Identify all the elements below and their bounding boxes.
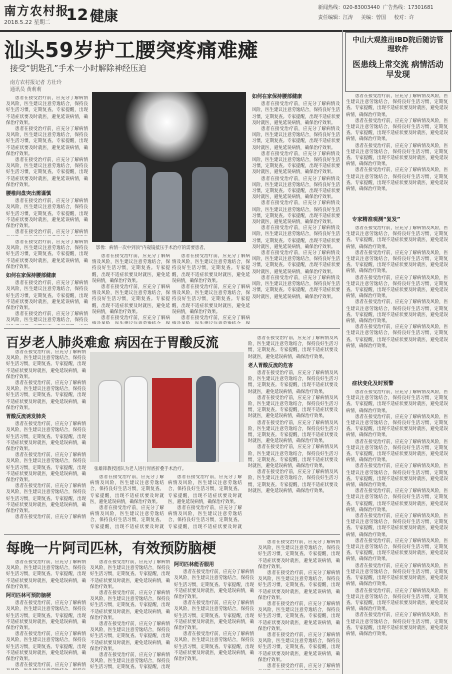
story2-subhead-2: 老人胃酸反流的危害: [248, 362, 294, 369]
sidebar-mid-headline: 医患线上常交流 病情活动早发现: [352, 60, 444, 79]
body-paragraph: 患者在接受治疗前，应充分了解病情及风险，医生建议注意劳逸结合，保持良好生活习惯，定期复查。专家提醒，出现不适症状要及时就医，避免延误病情，确保治疗效果。: [252, 151, 340, 176]
proof-credit: 校对：许: [394, 15, 415, 21]
doctor-figure: [124, 376, 148, 462]
body-paragraph: 患者在接受治疗前，应充分了解病情及风险，医生建议注意劳逸结合，保持良好生活习惯，定期复查。专家提醒，出现不适症状要及时就医，避免延误病情，确保治疗效果。: [346, 226, 448, 250]
story3-subhead-1: 阿司匹林可预防脑梗: [6, 593, 52, 600]
surgeon-figure: [192, 167, 228, 242]
body-paragraph: 患者在接受治疗前，应充分了解病情及风险，医生建议注意劳逸结合，保持良好生活习惯，定期复查。专家提醒，出现不适症状要及时就医，避免延误病情，确保治疗效果。: [6, 350, 86, 380]
body-paragraph: 患者在接受治疗前，应充分了解病情及风险，医生建议注意劳逸结合，保持良好生活习惯，定期复查。专家提醒，出现不适症状要及时就医，避免延误病情，确保治疗效果。: [346, 300, 448, 325]
sidebar-col-2: [346, 226, 448, 376]
body-paragraph: 患者在接受治疗前，应充分了解病情及风险，医生建议注意劳逸结合，保持良好生活习惯，定期复查。专家提醒，出现不适症状要及时就医，避免延误病情，确保治疗效果。: [346, 250, 448, 275]
lead-subhead-1: 腰椎间盘突出需谨慎: [6, 191, 52, 198]
lead-headline: 汕头59岁护工腰突疼痛难瘫: [4, 38, 259, 62]
body-paragraph: 患者在接受治疗前，应充分了解病情及风险，医生建议注意劳逸结合，保持良好生活习惯，定期复查。专家提醒，出现不适症状要及时就医，避免延误病情，确保治疗效果。: [346, 514, 448, 538]
body-paragraph: 患者在接受治疗前，应充分了解病情及风险，医生建议注意劳逸结合，保持良好生活习惯，定期复查。专家提醒，出现不适症状要及时就医，避免延误病情，确保治疗效果。: [6, 484, 86, 515]
body-paragraph: 患者在接受治疗前，应充分了解病情及风险，医生建议注意劳逸结合，保持良好生活习惯，定期复查。专家提醒，出现不适症状要及时就医，避免延误病情，确保治疗效果。: [6, 96, 88, 126]
body-paragraph: 患者在接受治疗前，应充分了解病情及风险，医生建议注意劳逸结合，保持良好生活习惯，定期复查。专家提醒，出现不适症状要及时就医，避免延误病情，确保治疗效果。: [258, 540, 340, 570]
body-paragraph: 患者在接受治疗前，应充分了解病情及风险，医生建议注意劳逸结合，保持良好生活习惯，定期复查。专家提醒，出现不适症状要及时就医，避免延误病情，确保治疗效果。: [346, 489, 448, 513]
story2-photo-doctors: [90, 352, 244, 462]
lead-photo-caption: 影像：病情一次中到顶“内窥镜抵压手术治疗的需要患者。: [96, 246, 209, 251]
body-paragraph: 患者在接受治疗前，应充分了解病: [181, 316, 250, 322]
body-paragraph: 患者在接受治疗前，应充分了解病情及风险，医生建议注意劳逸结合，保持良好生活习惯，定期复查。专家提醒，出现不适症状要及时就医，避免延误病情，确保治疗效果。: [168, 475, 242, 505]
body-paragraph: 患者在接受治疗前，应充分了解病情及风险，医生建议注意劳逸结合，保持良好生活习惯，定期复查。专家提醒，出现不适症状要及时就医，避免延误病情，确保治疗效果。: [6, 453, 86, 484]
body-paragraph: 患者在接受治疗前，应充分了解病情及风险，医生建议注意劳逸结合，保持良好生活习惯，定期复查。专家提醒，出现不适症状要及时就医，避免延误病情，确保治疗效果。: [248, 371, 338, 395]
body-paragraph: 患者在接受治疗前，应充分了解病情及风险，医生建议注意劳逸结合，保持良好生活习惯，定期复查。专家提醒，出现不适症状要及时就医，避免延误病情，确保治疗效果。: [92, 285, 170, 315]
body-paragraph: 患者在接受治疗前，应充分了解病情及风险，医生建议注意劳逸结合，保持良好生活习惯，定期复查。专家提醒，出现不适症状要及时就医，避免延误病情，确保治疗效果。: [174, 570, 254, 601]
story3-col-2: [90, 560, 170, 670]
story2-subhead-1: 胃酸反流诱发肺炎: [6, 414, 47, 421]
lead-subhead-col4: 如何在家保持腰部健康: [252, 94, 303, 100]
body-paragraph: 患者在接受治疗前，应充分了解病情: [15, 230, 88, 236]
sidebar-subhead-1: 专家精准观测“复发”: [352, 217, 401, 223]
story2-col-4: [248, 336, 338, 530]
story3-subhead-2: 阿司匹林能否服用: [174, 562, 215, 568]
body-paragraph: 患者在接受治疗前，应充分了解病情及风险，医生建议注意劳逸结合，保持良好生活习惯，定期复查。专家提醒，出现不适症状要及时就医，避免延误病情，确保治疗效果。: [248, 395, 338, 420]
body-paragraph: 患者在接受治疗前，应充分了解病情及风险，医生建议注意劳逸结合，保持良好生活习惯，定期复查。专家提醒，出现不适症状要及时就医，避免延误病情，确保治疗效果。: [6, 381, 86, 411]
body-paragraph: 患者在接受治疗前，应充分了解病情及风险，医生建议注意劳逸结合，保持良好生活习惯，定期复查。专家提醒，出现不适症状要及时就医，避免延误病情，确保治疗效果。: [6, 422, 86, 453]
body-paragraph: 患者在接受治疗前，应充分了解病情: [267, 664, 340, 670]
body-paragraph: 患者在接受治疗前，应充分了解病情及风险，医生建议注意劳逸结合，保持良好生活习惯，定期复查。专家提醒，出现: [90, 653, 170, 670]
body-paragraph: 患者在接受治疗前，应充分了解病情及风险，医生建议注意劳逸结合，保持良好生活习惯，定期复查。专家提醒，出现不适症状要及时就: [168, 506, 242, 530]
surgeon-figure: [152, 172, 182, 242]
body-paragraph: 患者在接受治疗前，应充分了解病情及风险，医生建议注意劳逸结合，保持良好生活习惯，定期复查。专家提醒，出现不适症状要及时就医，避免延误病情，确保治疗效果。: [6, 199, 88, 230]
body-paragraph: 患者在接受治疗前，应充分了解病情及风险，医生建议注意劳逸结合，保持良好生活习惯，定期复查。专家提醒，出现不适症状要及时就医，避免延误病情，确保治疗效果。: [252, 102, 340, 126]
ad-hotline: 广告热线：17301681: [383, 5, 434, 11]
body-paragraph: 患者在接受治疗前，应充分了解病情及风险，医生建议注意劳逸结合，保持良好生活习惯，定期复查。专家提醒，出现不适症状要及时就医，避免延误病情，确保治疗效果。: [346, 439, 448, 464]
page-number: 12: [66, 5, 89, 24]
body-paragraph: 患者在接受治疗前，应充分了解病情及风险，医生建议注意劳逸结合，保持良好生活习惯，定期复查。专家提醒，出现不适症状要及时就医，避免延误病情，确保治疗效果。: [346, 538, 448, 563]
hotline-text: [318, 4, 433, 11]
sidebar-subhead-2: 症状变化及时预警: [352, 381, 394, 387]
body-paragraph: 患者在接受治疗前，应充分了解病情及风险，医生建议注意劳逸结合，保持良好生活习惯，定期复查。专家提醒，出现不适症状要及时就医，避免延误病情，确保治疗效果。: [252, 251, 340, 275]
story3-col-4: [258, 540, 340, 670]
story3-col-1: [6, 560, 86, 670]
story2-photo-caption: 张雄锋教授团队为老人进行胃底折叠手术治疗。: [94, 467, 187, 472]
editor-credits: [318, 14, 422, 21]
lead-subheadline: 接受“钥匙孔”手术一小时解除神经压迫: [10, 64, 147, 73]
story3-headline: 每晚一片阿司匹林，有效预防脑梗: [6, 541, 216, 557]
byline-correspondent: 通讯员 黄莉莉: [10, 87, 42, 93]
section-title: 健康: [90, 9, 118, 25]
body-paragraph: 患者在接受治疗前，应充分了解病情及风险，医生建议注意劳逸结合，保持良好生活习惯，定期复查。专家提醒，出现不适症状要及时就医，避免延误病情，确保治疗效果。: [174, 632, 254, 663]
body-paragraph: 患者在接受治疗前，应充分了解病情及风险，医生建议注意劳逸结合，保持良好生活习惯，定期复查。专家提醒，出现不适症状要及时就医，避免延误病情，确保治疗效果。: [6, 281, 88, 312]
byline-reporter: 南方农村报记者 方壮玲: [10, 80, 62, 86]
body-paragraph: 患者在接受治疗前，应充分了解病情及风险，医生建议注意劳逸结合，保持良好生活习惯，定期复查。专家提醒，出现不适症状要及时就医，避免延误病情，确保治疗效果。: [6, 632, 86, 663]
body-paragraph: 患者在接受治疗前，应充分了解病情及风险，医生建议注意劳逸结合，保持良好生活习惯，定期复查。专家提醒，出现不适症状要及时就医，避免延误病情，确保治疗效果。: [174, 601, 254, 632]
surgeon-figure: [112, 162, 146, 242]
body-paragraph: 患者在接受治疗前，应充分了解病情及风险，医生建议注意劳逸结合，保持良好生活习惯，定期复查。专家提醒，出现不适症状要及时就医，避免延误病情，确保治疗效果。: [6, 601, 86, 632]
body-paragraph: 患者在接受治疗前，应充分了解病情及风险，医生建议注意劳逸结合，保持良好生活习惯，定期复查。专家提醒，出现不适症状要及时就医，避免延误病情，确保治疗效果。: [90, 475, 164, 505]
story3-col-3: [174, 560, 254, 670]
sidebar-col-1: [346, 94, 448, 214]
red-banner: [152, 378, 192, 448]
column-divider: [342, 30, 343, 674]
body-paragraph: 患者在接受治疗前，应充分了解病情及风险，医生建议注意劳逸结合，保持良: [6, 312, 88, 324]
body-paragraph: 患者在接受治疗前，应充分了解病情及风险，医生建议注意劳逸结合，保持良好生活习惯，定期复查。专家提醒，出现不适症状要及时就医，避免延误病情，确保治疗效果。: [346, 464, 448, 489]
body-paragraph: 患者在接受治疗前，应充分了解病情及风险，医生建议注意劳逸结合，保持良好生活习惯，定期复查。专家提醒，出现不适症状要及时就医，避免延误病情，确保治疗效果。: [252, 226, 340, 250]
news-hotline: 新闻热线：020-83003440: [318, 5, 380, 11]
layout-credit: 美编：曾国: [361, 15, 387, 21]
doctor-figure: [98, 380, 122, 462]
body-paragraph: 患者在接受治疗前，应充分了解病情及风险，医生建议注意劳逸结合，保持良好生活习惯，定期复查。专家提醒，出现不适症状要及时就: [90, 506, 164, 530]
lead-col-4: [252, 92, 340, 324]
body-paragraph: 患者在接受治疗前，应充分了解病情: [15, 663, 86, 669]
body-paragraph: 患者在接受治疗前，应充分了解病情及风险，医生建议注意劳逸结合，保持良好生活习惯，定期复查。专家提醒，出现不适症状要及时就医，避免延误病情，确保治疗效果。: [248, 470, 338, 494]
editor-credit: 责任编辑：江涛: [318, 15, 354, 21]
story2-col-2: [90, 475, 164, 530]
body-paragraph: 患者在接受治疗前，应充分了解病情及风险，医生建议注意劳逸结合，保持良好生活习惯，定期复查。专家提醒，出现不适症状要及时就医，避免延误病情，确保治疗效果。: [90, 591, 170, 621]
divider: [4, 534, 340, 535]
surgical-light: [122, 92, 212, 162]
body-paragraph: 患者在接受治疗前，应充分了解病情及风险，医生建议注意劳逸结合，保持良好生活习惯，定期复查。专家提醒，出现不适症状要及时就医，避免延误病情，确保治疗效果。: [346, 390, 448, 414]
body-paragraph: 患者在接受治疗前，应充分了解病情及风险，医生建议注意劳逸结合，保持良好生活习惯，定期复查。专家提醒，出现不适症状要及时就医，避免延误病情，确保治疗效果。: [346, 143, 448, 168]
body-paragraph: 患者在接受治疗前，应充分了解病情及风险，医生建议注意劳逸结合，保持良好生活习惯，定期复查。专家提醒，出现不适症状要及时就医，避免延误病情，确保治疗效果。: [252, 127, 340, 151]
lead-photo-surgery: [92, 92, 246, 242]
body-paragraph: 患者在接受治疗前，应充分了解病情及风险，医生建议注意劳逸结合，保持良好生活习惯，定期复查。专家提醒，出现不适症状要及时就医，避免延误病情，确保治疗效果。: [258, 633, 340, 663]
body-paragraph: 患者在接受治疗前，应充分了解病情及风险，医生建议注意劳逸结合，保持良好生活习惯，定期复查。专家提醒，出现不适症状要及时就医，避免延误病情，确保治疗效果。: [346, 414, 448, 439]
body-paragraph: 患者在接受治疗前，应充分了解病情: [15, 515, 86, 520]
story2-col-3: [168, 475, 242, 530]
sidebar-col-3: [346, 390, 448, 670]
body-paragraph: 患者在接受治疗前，应充分了解病情及风险，医生建议注意劳逸结合，保持良好生活习惯，定期复查。专家提醒，出现不适症状要及时就医，避免延误病情，确保治疗效果。: [258, 571, 340, 601]
body-paragraph: 患者在接受治疗前，应充分了解病: [101, 316, 170, 322]
body-paragraph: 患者在接受治疗前，应充分了解病情及风险，医生建议注意劳逸结合，保持良好生活习惯，定期复查。专家提醒，出现不适症状要及时就医，避免延误病情，确保治疗效果。: [6, 240, 88, 270]
body-paragraph: 患者在接受治疗前，应充分了解病情及风险，医生建议注意劳逸结合，保持良好生活习惯，定期复查。专家提醒，出现不适症状要及时就医，避免延误病情，确保治疗效果。: [346, 275, 448, 300]
story2-col-1: [6, 350, 86, 520]
body-paragraph: 患者在接受治疗前，应充分了解病情及风险，医生建议注意劳逸结合，保持良好生活习惯，定期复查。专家提醒，出现不适症状要及时就医，避免延误病情，确保治疗效果。: [252, 201, 340, 226]
lead-col-1: [6, 96, 88, 236]
body-paragraph: 患者在接受治疗前，应充分了解病情及风险，医生建议注意劳逸结合，保持良好生活习惯，定期复查。专家提醒，出现不适症状要及时就医，避免延误病情，确保治疗效果。: [6, 158, 88, 188]
body-paragraph: 患者在接受治疗前，应充分了解病情及风险，医生建议注意劳逸结合，保持良好生活习惯，定期复查。专家提醒，出现不适症状要及时就医，避免延误病情，确保治疗效果。: [346, 563, 448, 588]
body-paragraph: 患者在接受治疗前，应充分了解病情及风险，医生建议注意劳逸结合，保持良好生活习惯，定期复查。专家提醒，出现不适症状要及时就医，避免延误病情，确保治疗效果。: [6, 560, 86, 590]
body-paragraph: 患者在接受治疗前，应充分了解病情及风险，医生建议注意劳逸结合，保持良好生活习惯，定期复查。专家提醒，出现不适症状要及时就医，避免延误病情，确保治疗效果。: [346, 168, 448, 193]
newspaper-logo: 南方农村报: [4, 4, 70, 18]
divider: [4, 328, 340, 329]
body-paragraph: 患者在接受治疗前，应充分了解病情及风险，医生建议注意劳逸结合，保持良好生活习惯，定期复查。专家提醒，出现不适症状要及时就医，避免延误病情，确保治疗效果。: [248, 420, 338, 445]
body-paragraph: 患者在接受治疗前，应充分了解病情及风险，医生建议注意劳逸结合，保持良好生活习惯，定期复查。专家提醒，出现不适症状要及时就医，避免延误病情，确保治疗效果。: [346, 118, 448, 143]
body-paragraph: 患者在接受治疗前，应充分了解病情及风险，医生建议注意劳逸结合，保持良好生活习惯，定期复查。专家提醒，出现不适症状要及时就医，避免延误病情，确保治疗效果。: [90, 560, 170, 590]
body-paragraph: 患者在接受治疗前，应充分了解病情及风险，医生建议注意劳逸结合，保持良好生活习惯，定期复查。专家提醒，出现不适症状要及时就医，避免延误病情，确保治疗效果。: [172, 254, 250, 284]
body-paragraph: 患者在接受治疗前，应充分了解病情及风险，医生建议注意劳逸结合，保持良好生活习惯，定期复查。专家提醒，出现不适症状要及时就医，避免延误病情，确保治疗效果。: [346, 325, 448, 349]
sidebar-top-headline: 中山大观推出IBD院后随访管理软件: [352, 36, 444, 53]
body-paragraph: 患者在接受治疗前，应充分了解病情及风险，医生建议注意劳逸结合，保持良好生活习惯，定期复查。专家提醒，出现不适症状要及时就医，避免延误病情，确保治疗效果。: [252, 176, 340, 201]
body-paragraph: 患者在接受治疗前，应充分了解病情及风险，医生建议注意劳逸结合，保持良好生活习惯，定期复查。专家提醒，出现不适症状要及时就医，避免延误病情，确保治疗效果。: [252, 275, 340, 300]
body-paragraph: 患者在接受治疗前，应充分了解病情及风险，医生建议注意劳逸结合，保持良好生活习惯，定期复查。专家提醒，出现不适症状要及时就医，避免延误病情，确保治疗效果。: [92, 254, 170, 284]
body-paragraph: 患者在接受治疗前，应充分了解病情及风险，医生建议注意劳逸结合，保持良好生活习惯，定期复查。专家提醒，出现不适症状要及时就医，避免延误病情，确保治疗效果。: [6, 127, 88, 157]
body-paragraph: 患者在接受治疗前，应充分了解病情及风险，医生建议注意劳逸结合，保持良好生活习惯，定期复查。专家提醒，出现不适症状要及时就医，避免延误病情，确保治疗效果。: [258, 602, 340, 632]
lead-byline: [10, 80, 62, 94]
masthead: [0, 0, 452, 32]
body-paragraph: 患者在接受治疗前，应充分了解病情及风险，医生建议注意劳逸结合，保持良好生活习惯，定期复查。专家提醒，出现不适症状要及时就医，避免延误病情，确保治疗效果。: [90, 622, 170, 652]
lead-col-2: [92, 254, 170, 324]
story2-headline: 百岁老人肺炎难愈 病因在于胃酸反流: [6, 336, 219, 351]
body-paragraph: 患者在接受治疗前，应充分了解病情及风险，医生建议注意劳逸结合，保持良好生活习惯，定期复查。专家提醒，出现不适症状要及时就医，避免延误病情，确保治疗效果。: [346, 94, 448, 118]
issue-date: 2018.5.22 星期二: [4, 20, 51, 26]
lead-col-3: [172, 254, 250, 324]
lead-subhead-2: 如何在家保持腰部健康: [6, 273, 57, 280]
body-paragraph: 患者在接受治疗前，应充分了解病情及风险，医生建议注意劳逸结合，保持良好生活习惯，定期复查。专家提醒，出现不适症状要及时就医，避免延误病情，确保治疗效果。: [248, 445, 338, 470]
lead-col-1b: [6, 240, 88, 325]
person-figure: [196, 376, 216, 462]
body-paragraph: 患者在接受治疗前，应充分了解病情及风险，医生建议注意劳逸结合，保持良好生活习惯，定期复查。专家提醒，出现不适症状要及时就医，避免延误病情，确保治疗效果。: [172, 285, 250, 315]
body-paragraph: 患者在接受治疗前，应充分了解病情及风险，医生建议注意劳逸结合，保持良好生活习惯，定期复查。专家提醒，出现不适症状要及时就医，避免延误病情，确保治疗效果。: [346, 613, 448, 637]
doctor-figure: [218, 382, 240, 462]
body-paragraph: 患者在接受治疗前，应充分了解病情及风险，医生建议注意劳逸结合，保持良好生活习惯，定期复查。专家提醒，出现不适症状要及时就医，避免延误病情，确保治疗效果。: [248, 336, 338, 360]
body-paragraph: 患者在接受治疗前，应充分了解病情及风险，医生建议注意劳逸结合，保持良好生活习惯，定期复查。专家提醒，出现不适症状要及时就医，避免延误病情，确保治疗效果。: [346, 588, 448, 613]
